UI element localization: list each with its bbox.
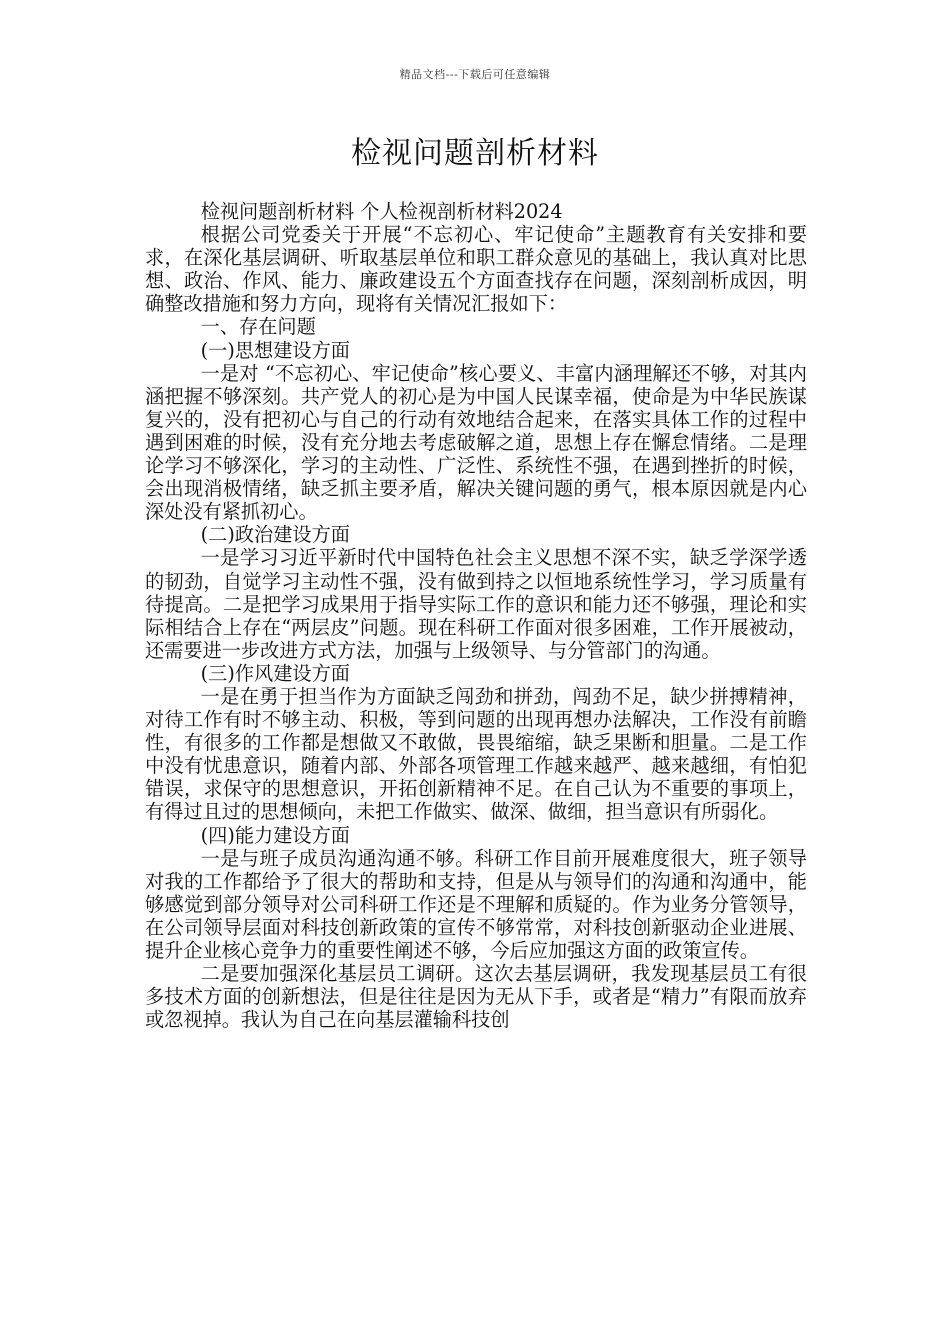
paragraph: 一是学习习近平新时代中国特色社会主义思想不深不实，缺乏学深学透的韧劲，自觉学习主动性不强，没有做到持之以恒地系统性学习，学习质量有待提高。二是把学习成果用于指导实际工作的意识和能力还不够强，理论和实际相结合上存在“两层皮”问题。现在科研工作面对很多困难，工作开展被动，还需要进一步改进方式方法，加强与上级领导、与分管部门的沟通。 xyxy=(145,546,807,662)
paragraph: 一是与班子成员沟通沟通不够。科研工作目前开展难度很大，班子领导对我的工作都给予了很大的帮助和支持，但是从与领导们的沟通和沟通中，能够感觉到部分领导对公司科研工作还是不理解和质疑的。作为业务分管领导，在公司领导层面对科技创新政策的宣传不够常常，对科技创新驱动企业进展、提升企业核心竞争力的重要性阐述不够，今后应加强这方面的政策宣传。 xyxy=(145,846,807,962)
document-body xyxy=(145,200,807,1031)
subsection-heading: (一)思想建设方面 xyxy=(200,338,350,362)
section-heading: 一、存在问题 xyxy=(200,315,316,339)
document-title: 检视问题剖析材料 xyxy=(351,136,599,171)
paragraph: 二是要加强深化基层员工调研。这次去基层调研，我发现基层员工有很多技术方面的创新想法，但是往往是因为无从下手，或者是“精力”有限而放弃或忽视掉。我认为自己在向基层灌输科技创 xyxy=(145,962,807,1032)
paragraph: 一是对 “不忘初心、牢记使命”核心要义、丰富内涵理解还不够，对其内涵把握不够深刻。共产党人的初心是为中国人民谋幸福，使命是为中华民族谋复兴的，没有把初心与自己的行动有效地结合起来，在落实具体工作的过程中遇到困难的时候，没有充分地去考虑破解之道，思想上存在懈怠情绪。二是理论学习不够深化，学习的主动性、广泛性、系统性不强，在遇到挫折的时候，会出现消极情绪，缺乏抓主要矛盾，解决关键问题的勇气，根本原因就是内心深处没有紧抓初心。 xyxy=(145,361,807,524)
paragraph: 一是在勇于担当作为方面缺乏闯劲和拼劲，闯劲不足，缺少拼搏精神，对待工作有时不够主动、积极，等到问题的出现再想办法解决，工作没有前瞻性，有很多的工作都是想做又不敢做，畏畏缩缩，缺乏果断和胆量。二是工作中没有忧患意识，随着内部、外部各项管理工作越来越严、越来越细，有怕犯错误，求保守的思想意识，开拓创新精神不足。在自己认为不重要的事项上，有得过且过的思想倾向，未把工作做实、做深、做细，担当意识有所弱化。 xyxy=(145,684,807,824)
subsection-heading: (三)作风建设方面 xyxy=(200,661,350,685)
header-note: 精品文档---下载后可任意编辑 xyxy=(399,68,551,81)
subsection-heading: (四)能力建设方面 xyxy=(200,823,350,847)
paragraph-subtitle: 检视问题剖析材料 个人检视剖析材料2024 xyxy=(200,200,563,223)
paragraph-intro: 根据公司党委关于开展“不忘初心、牢记使命”主题教育有关安排和要求，在深化基层调研、听取基层单位和职工群众意见的基础上，我认真对比思想、政治、作风、能力、廉政建设五个方面查找存在问题，深刻剖析成因，明确整改措施和努力方向，现将有关情况汇报如下： xyxy=(145,223,807,316)
subsection-heading: (二)政治建设方面 xyxy=(200,523,350,547)
